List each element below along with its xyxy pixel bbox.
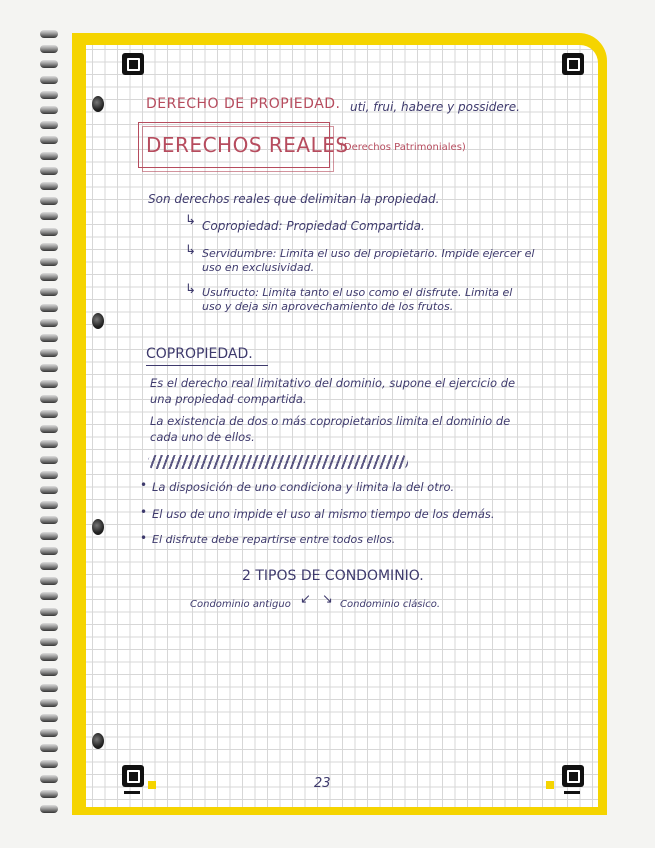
spiral-binding xyxy=(40,30,62,820)
spiral-coil xyxy=(40,30,58,38)
spiral-coil xyxy=(40,334,58,342)
spiral-coil xyxy=(40,45,58,53)
spiral-coil xyxy=(40,744,58,752)
spiral-coil xyxy=(40,152,58,160)
yellow-marker xyxy=(546,781,554,789)
spiral-coil xyxy=(40,106,58,114)
bullet-icon: • xyxy=(140,531,148,545)
marker-dash xyxy=(124,791,140,794)
binder-hole xyxy=(92,313,104,329)
list-item: Usufructo: Limita tanto el uso como el disfrute. Limita el xyxy=(202,286,513,299)
intro-text: Son derechos reales que delimitan la propiedad. xyxy=(148,192,440,206)
bullet-icon: • xyxy=(140,478,148,492)
spiral-coil xyxy=(40,76,58,84)
bullet-item: El disfrute debe repartirse entre todos ellos. xyxy=(152,533,396,546)
spiral-coil xyxy=(40,714,58,722)
spiral-coil xyxy=(40,395,58,403)
spiral-coil xyxy=(40,608,58,616)
binder-hole xyxy=(92,733,104,749)
spiral-coil xyxy=(40,775,58,783)
main-heading: DERECHO DE PROPIEDAD. xyxy=(146,96,341,112)
spiral-coil xyxy=(40,136,58,144)
spiral-coil xyxy=(40,486,58,494)
list-item: uso y deja sin aprovechamiento de los frutos. xyxy=(202,300,454,313)
spiral-coil xyxy=(40,243,58,251)
spiral-coil xyxy=(40,167,58,175)
spiral-coil xyxy=(40,440,58,448)
spiral-coil xyxy=(40,562,58,570)
spiral-coil xyxy=(40,121,58,129)
spiral-coil xyxy=(40,91,58,99)
list-item: uso en exclusividad. xyxy=(202,261,315,274)
spiral-coil xyxy=(40,228,58,236)
yellow-marker xyxy=(148,781,156,789)
spiral-coil xyxy=(40,319,58,327)
condominio-type: Condominio antiguo xyxy=(190,599,291,610)
spiral-coil xyxy=(40,456,58,464)
spiral-coil xyxy=(40,197,58,205)
list-item: Copropiedad: Propiedad Compartida. xyxy=(202,219,425,233)
paragraph-line: Es el derecho real limitativo del dominio, supone el ejercicio de xyxy=(150,376,516,390)
corner-marker-top-left xyxy=(122,53,144,75)
spiral-coil xyxy=(40,790,58,798)
spiral-coil xyxy=(40,684,58,692)
bullet-item: El uso de uno impide el uso al mismo tiempo de los demás. xyxy=(152,507,495,521)
condominio-type: Condominio clásico. xyxy=(340,599,441,610)
spiral-coil xyxy=(40,182,58,190)
spiral-coil xyxy=(40,577,58,585)
list-item: Servidumbre: Limita el uso del propietario. Impide ejercer el xyxy=(202,247,535,260)
paragraph-line: cada uno de ellos. xyxy=(150,430,255,444)
section-title: DERECHOS REALES xyxy=(146,133,349,157)
arrow-left-icon: ↙ xyxy=(300,592,311,607)
arrow-right-icon: ↘ xyxy=(322,592,333,607)
scribbled-out-line xyxy=(148,455,408,469)
arrow-icon: ↳ xyxy=(185,243,196,258)
spiral-coil xyxy=(40,425,58,433)
spiral-coil xyxy=(40,592,58,600)
spiral-coil xyxy=(40,699,58,707)
spiral-coil xyxy=(40,364,58,372)
marker-dash xyxy=(564,791,580,794)
spiral-coil xyxy=(40,471,58,479)
paragraph-line: La existencia de dos o más copropietarios limita el dominio de xyxy=(150,414,511,428)
spiral-coil xyxy=(40,349,58,357)
heading-underline xyxy=(146,365,268,366)
spiral-coil xyxy=(40,516,58,524)
spiral-coil xyxy=(40,547,58,555)
corner-marker-bottom-right xyxy=(562,765,584,787)
spiral-coil xyxy=(40,532,58,540)
corner-marker-top-right xyxy=(562,53,584,75)
spiral-coil xyxy=(40,410,58,418)
bullet-icon: • xyxy=(140,505,148,519)
binder-hole xyxy=(92,519,104,535)
spiral-coil xyxy=(40,273,58,281)
spiral-coil xyxy=(40,638,58,646)
spiral-coil xyxy=(40,668,58,676)
paragraph-line: una propiedad compartida. xyxy=(150,392,307,406)
arrow-icon: ↳ xyxy=(185,282,196,297)
spiral-coil xyxy=(40,380,58,388)
spiral-coil xyxy=(40,304,58,312)
spiral-coil xyxy=(40,258,58,266)
condominio-heading: 2 TIPOS DE CONDOMINIO. xyxy=(242,568,424,584)
spiral-coil xyxy=(40,653,58,661)
spiral-coil xyxy=(40,60,58,68)
binder-hole xyxy=(92,96,104,112)
spiral-coil xyxy=(40,212,58,220)
arrow-icon: ↳ xyxy=(185,213,196,228)
spiral-coil xyxy=(40,760,58,768)
spiral-coil xyxy=(40,501,58,509)
spiral-coil xyxy=(40,288,58,296)
section-note: (Derechos Patrimoniales) xyxy=(340,142,466,153)
spiral-coil xyxy=(40,805,58,813)
corner-marker-bottom-left xyxy=(122,765,144,787)
spiral-coil xyxy=(40,729,58,737)
spiral-coil xyxy=(40,623,58,631)
page-number: 23 xyxy=(314,776,331,791)
bullet-item: La disposición de uno condiciona y limita la del otro. xyxy=(152,480,455,494)
copropiedad-heading: COPROPIEDAD. xyxy=(146,346,253,362)
heading-subtitle: uti, frui, habere y possidere. xyxy=(350,100,520,114)
